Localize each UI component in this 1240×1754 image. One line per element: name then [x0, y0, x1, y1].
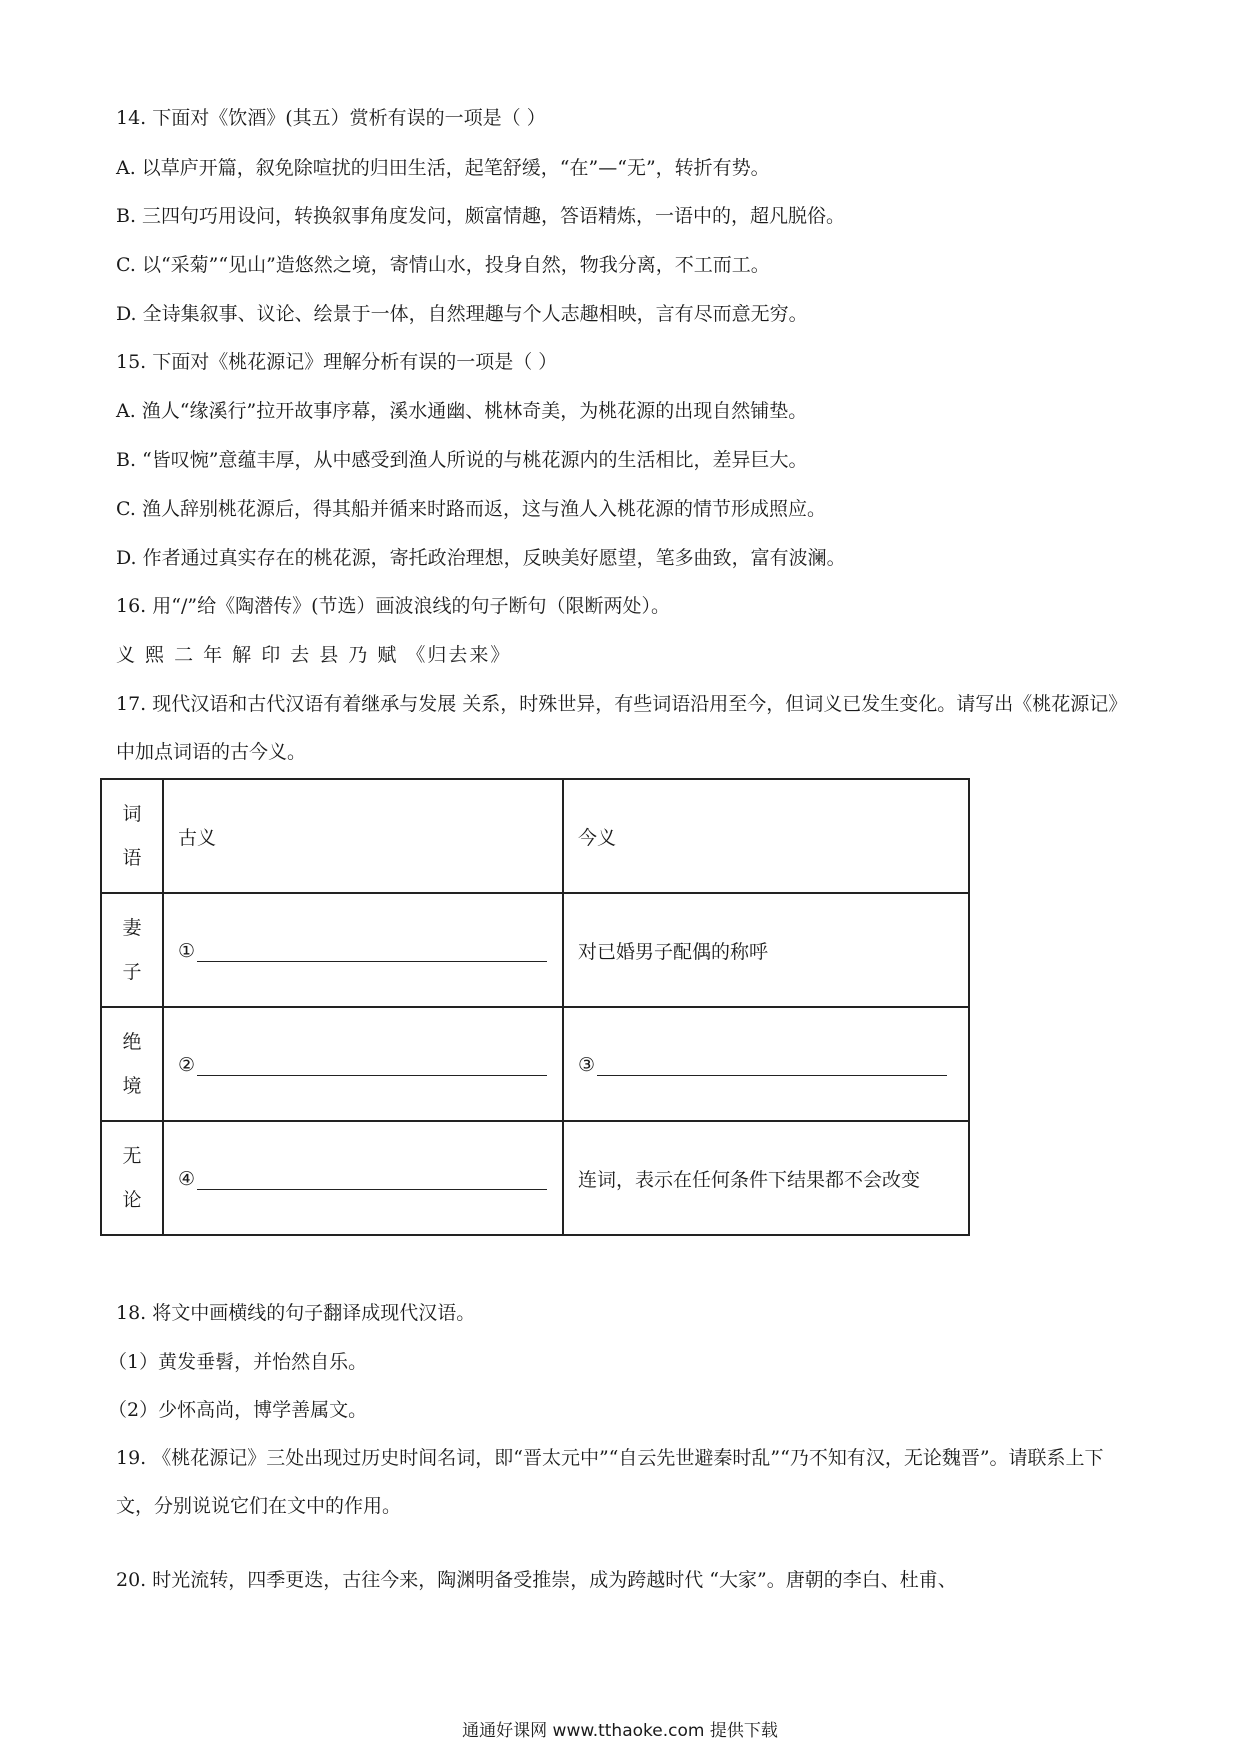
header-jin: 今义 — [563, 779, 969, 893]
question-14-option-c: C. 以“采菊”“见山”造悠然之境，寄情山水，投身自然，物我分离，不工而工。 — [116, 254, 770, 276]
row-word: 绝境 — [101, 1007, 163, 1121]
table-row — [101, 893, 969, 1007]
question-15-option-b: B. “皆叹惋”意蕴丰厚，从中感受到渔人所说的与桃花源内的生活相比，差异巨大。 — [116, 449, 808, 471]
header-word: 词语 — [101, 779, 163, 893]
blank-marker: ④ — [178, 1167, 196, 1190]
row-gu — [163, 1007, 563, 1121]
question-14-option-d: D. 全诗集叙事、议论、绘景于一体，自然理趣与个人志趣相映，言有尽而意无穷。 — [116, 303, 808, 325]
question-15-option-a: A. 渔人“缘溪行”拉开故事序幕，溪水通幽、桃林奇美，为桃花源的出现自然铺垫。 — [116, 400, 808, 422]
table-row — [101, 1007, 969, 1121]
question-15-option-d: D. 作者通过真实存在的桃花源，寄托政治理想，反映美好愿望，笔多曲致，富有波澜。 — [116, 547, 846, 569]
question-15-stem: 15. 下面对《桃花源记》理解分析有误的一项是（ ） — [116, 351, 558, 373]
question-16-stem: 16. 用“/”给《陶潜传》(节选）画波浪线的句子断句（限断两处）。 — [116, 595, 670, 617]
question-18-sentence-2: （2）少怀高尚，博学善属文。 — [108, 1399, 368, 1421]
answer-blank-1[interactable] — [197, 939, 547, 962]
question-15-option-c: C. 渔人辞别桃花源后，得其船并循来时路而返，这与渔人入桃花源的情节形成照应。 — [116, 498, 826, 520]
blank-marker: ② — [178, 1053, 196, 1076]
question-14-stem: 14. 下面对《饮酒》(其五）赏析有误的一项是（ ） — [116, 107, 546, 129]
answer-blank-3[interactable] — [597, 1053, 947, 1076]
row-word: 妻子 — [101, 893, 163, 1007]
question-14-option-a: A. 以草庐开篇，叙免除喧扰的归田生活，起笔舒缓，“在”—“无”，转折有势。 — [116, 157, 770, 179]
row-gu — [163, 893, 563, 1007]
page-footer: 通通好课网 www.tthaoke.com 提供下载 — [462, 1721, 778, 1741]
question-19-stem: 19. 《桃花源记》三处出现过历史时间名词，即“晋太元中”“自云先世避秦时乱”“乃不知有汉，无论魏晋”。请联系上下文，分别说说它们在文中的作用。 — [116, 1447, 1104, 1517]
row-jin: 连词，表示在任何条件下结果都不会改变 — [563, 1121, 969, 1235]
answer-blank-2[interactable] — [197, 1053, 547, 1076]
header-gu: 古义 — [163, 779, 563, 893]
answer-blank-4[interactable] — [197, 1167, 547, 1190]
row-jin — [563, 1007, 969, 1121]
question-18-stem: 18. 将文中画横线的句子翻译成现代汉语。 — [116, 1302, 476, 1324]
row-jin: 对已婚男子配偶的称呼 — [563, 893, 969, 1007]
row-gu — [163, 1121, 563, 1235]
blank-marker: ① — [178, 939, 196, 962]
table-header-row — [101, 779, 969, 893]
vocabulary-table — [100, 778, 970, 1236]
question-16-sentence: 义 熙 二 年 解 印 去 县 乃 赋 《归去来》 — [116, 644, 512, 666]
row-word: 无论 — [101, 1121, 163, 1235]
question-14-option-b: B. 三四句巧用设问，转换叙事角度发问，颇富情趣，答语精炼，一语中的，超凡脱俗。 — [116, 205, 846, 227]
question-17-stem: 17. 现代汉语和古代汉语有着继承与发展 关系，时殊世异，有些词语沿用至今，但词义已发生变化。请写出《桃花源记》中加点词语的古今义。 — [116, 693, 1128, 763]
table-row — [101, 1121, 969, 1235]
blank-marker: ③ — [578, 1053, 596, 1076]
question-18-sentence-1: （1）黄发垂髫，并怡然自乐。 — [108, 1351, 368, 1373]
question-20-stem: 20. 时光流转，四季更迭，古往今来，陶渊明备受推崇，成为跨越时代 “大家”。唐朝的李白、杜甫、 — [116, 1569, 957, 1591]
